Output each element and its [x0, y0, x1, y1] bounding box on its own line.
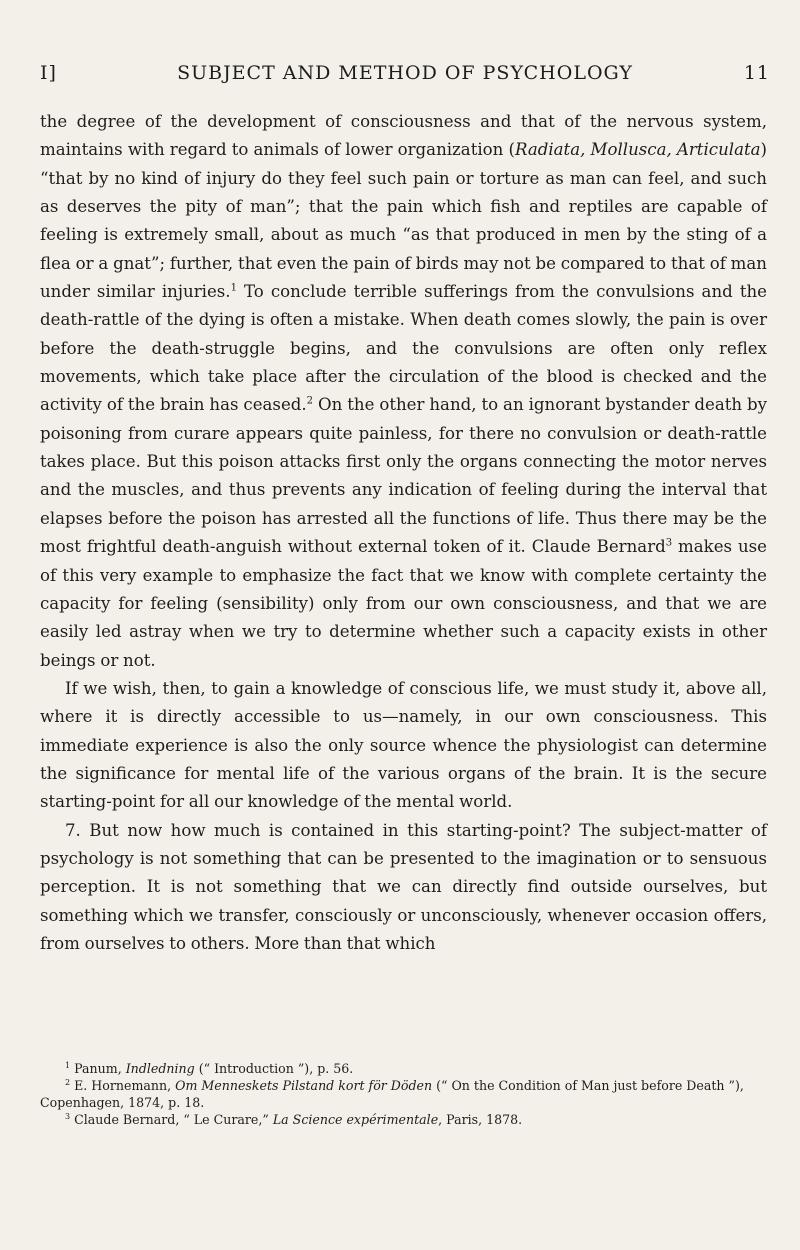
chapter-marker: I]	[40, 62, 57, 84]
text-run: Panum,	[74, 1061, 126, 1076]
footnote-number: 2	[65, 1077, 71, 1087]
body-text	[40, 108, 767, 958]
italic-title: Indledning	[125, 1061, 195, 1076]
text-run: makes use of this very example to emphasize the fact that we know with complete certainty the capacity for feeling (sensibility) only from our own consciousness, and that we are easily led astray when we try to determine whether such a capacity exists in other beings or not.	[40, 537, 767, 670]
text-run: On the other hand, to an ignorant bystander death by poisoning from curare appears quite painless, for there no convulsion or death-rattle takes place. But this poison attacks first only the organs connecting the motor nerves and the muscles, and thus prevents any indication of feeling during the interval that elapses before the poison has arrested all the functions of life. Thus there may be the most frightful death-anguish without external token of it. Claude Bernard	[40, 395, 767, 557]
page-number: 11	[743, 62, 770, 84]
italic-taxa: Radiata, Mollusca, Articulata	[514, 140, 761, 160]
footnote	[40, 1111, 770, 1128]
text-run: To conclude terrible sufferings from the convulsions and the death-rattle of the dying is often a mistake. When death comes slowly, the pain is over before the death-struggle begins, and the convulsions are often only reflex movements, which take place after the circulation of the blood is checked and the activity of the brain has ceased.	[40, 282, 767, 415]
text-run: the degree of the development of consciousness and that of the nervous system, maintains with regard to animals of lower organization (	[40, 112, 767, 160]
footnote	[40, 1077, 770, 1111]
text-run: , Paris, 1878.	[438, 1112, 523, 1127]
footnote-number: 3	[65, 1111, 71, 1121]
text-run: E. Hornemann,	[74, 1078, 176, 1093]
footnote-ref[interactable]: 2	[306, 395, 314, 407]
footnote-ref[interactable]: 3	[665, 537, 673, 549]
running-title: SUBJECT AND METHOD OF PSYCHOLOGY	[177, 62, 633, 84]
text-run: Claude Bernard, “ Le Curare,”	[74, 1112, 273, 1127]
text-run: ) “that by no kind of injury do they feel such pain or torture as man can feel, and such as deserves the pity of man”; that the pain which fish and reptiles are capable of feeling is extremely small, about as much “as that produced in men by the sting of a flea or a gnat”; further, that even the pain of birds may not be compared to that of man under similar injuries.	[40, 140, 768, 302]
footnote-ref[interactable]: 1	[230, 282, 237, 294]
paragraph: If we wish, then, to gain a knowledge of conscious life, we must study it, above all, where it is directly accessible to us—namely, in our own consciousness. This immediate experience is also the only source whence the physiologist can determine the significance for mental life of the various organs of the brain. It is the secure starting-point for all our knowledge of the mental world.	[40, 678, 767, 812]
text-run: (“ Introduction ”), p. 56.	[194, 1061, 354, 1076]
italic-title: Om Menneskets Pilstand kort för Döden	[175, 1078, 433, 1093]
running-header	[40, 62, 770, 92]
footnotes	[40, 1060, 770, 1128]
paragraph	[40, 108, 767, 675]
footnote	[40, 1060, 770, 1077]
text-run: (“ On the Condition of Man just before Death ”), Copenhagen, 1874, p. 18.	[40, 1078, 744, 1110]
footnote-number: 1	[65, 1060, 71, 1070]
italic-title: La Science expérimentale	[272, 1112, 439, 1127]
paragraph: 7. But now how much is contained in this starting-point? The subject-matter of psychology is not something that can be presented to the imagination or to sensuous perception. It is not something that we can directly find outside ourselves, but something which we transfer, consciously or unconsciously, whenever occasion offers, from ourselves to others. More than that which	[40, 820, 767, 953]
